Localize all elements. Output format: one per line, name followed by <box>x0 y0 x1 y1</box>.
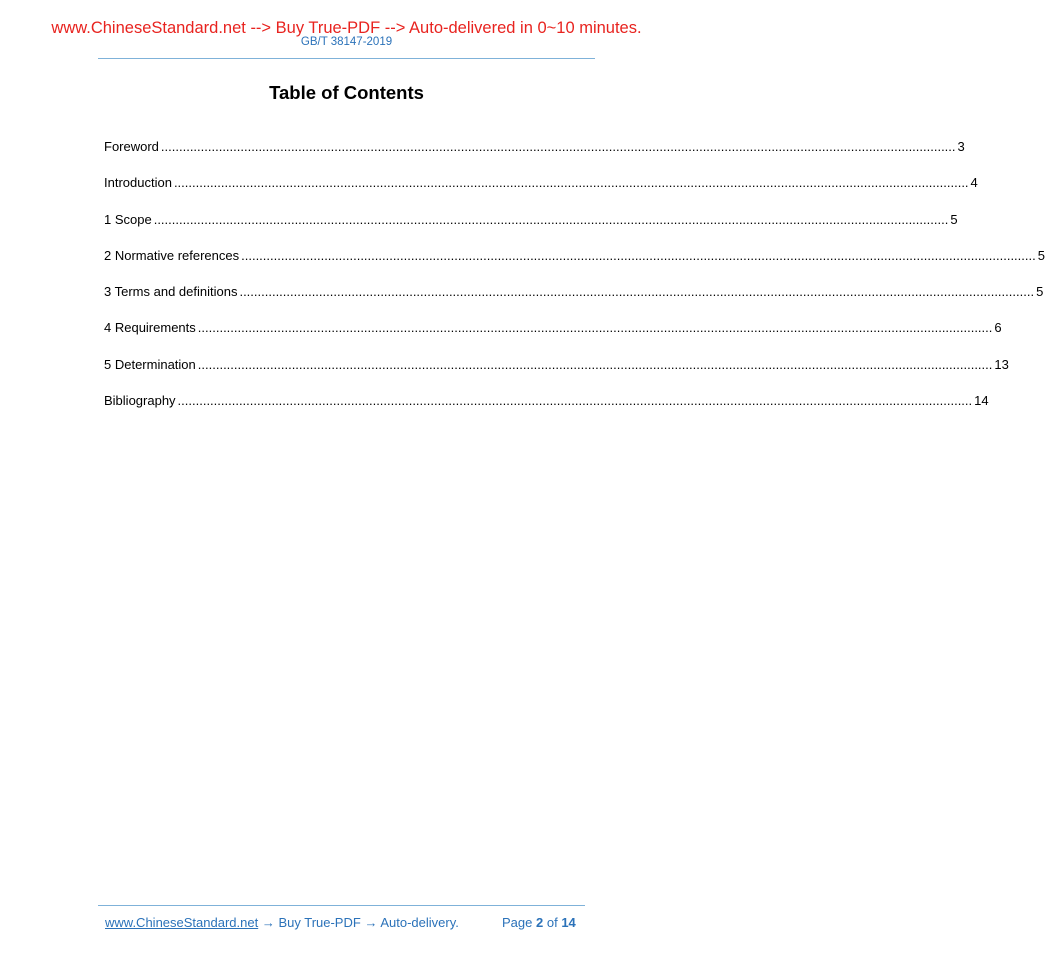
toc-entry-page: 4 <box>970 175 978 191</box>
toc-leader-dots: ............................................................................................................................................................................................................................ <box>153 211 949 227</box>
toc-entry[interactable] <box>104 210 958 246</box>
document-code: GB/T 38147-2019 <box>300 36 393 48</box>
arrow-right-icon: → <box>364 915 378 930</box>
promo-banner[interactable]: www.ChineseStandard.net --> Buy True-PDF --> Auto-delivered in 0~10 minutes. <box>51 19 642 37</box>
toc-entry-page: 13 <box>994 356 1009 372</box>
toc-entry-page: 5 <box>1037 247 1045 263</box>
footer-divider <box>98 905 585 906</box>
page-indicator <box>502 915 576 931</box>
header-divider <box>98 58 595 59</box>
footer-auto-text: Auto-delivery. <box>380 915 459 930</box>
toc-leader-dots: ............................................................................................................................................................................................................................ <box>197 320 993 336</box>
toc-entry-label: 4 Requirements <box>104 320 196 336</box>
toc-list <box>104 137 1045 427</box>
toc-entry-label: Bibliography <box>104 393 176 409</box>
toc-entry-page: 6 <box>994 320 1002 336</box>
footer-site-link[interactable]: www.ChineseStandard.net <box>105 915 259 930</box>
toc-entry-label: 5 Determination <box>104 356 196 372</box>
toc-entry-page: 5 <box>1036 284 1044 300</box>
page-word: Page <box>502 915 533 930</box>
toc-entry-label: 2 Normative references <box>104 247 240 263</box>
toc-entry[interactable] <box>104 246 1045 282</box>
toc-entry-page: 3 <box>957 139 965 154</box>
footer-buy-text: Buy True-PDF <box>278 915 361 930</box>
toc-entry[interactable] <box>104 391 989 427</box>
toc-entry-label: Foreword <box>104 139 159 154</box>
toc-leader-dots: ............................................................................................................................................................................................................................ <box>197 356 993 372</box>
page-total: 14 <box>561 915 576 930</box>
toc-leader-dots: ............................................................................................................................................................................................................................ <box>241 247 1036 263</box>
footer-promo <box>105 915 459 931</box>
toc-leader-dots: ............................................................................................................................................................................................................................ <box>160 139 956 154</box>
toc-title: Table of Contents <box>269 82 424 103</box>
toc-entry[interactable] <box>104 137 965 173</box>
toc-entry-page: 5 <box>950 211 958 227</box>
toc-entry-page: 14 <box>974 393 989 409</box>
toc-leader-dots: ............................................................................................................................................................................................................................ <box>239 284 1035 300</box>
toc-entry[interactable] <box>104 318 1002 354</box>
toc-entry-label: 1 Scope <box>104 211 152 227</box>
toc-entry-label: 3 Terms and definitions <box>104 284 238 300</box>
toc-leader-dots: ............................................................................................................................................................................................................................ <box>173 175 969 191</box>
page-current: 2 <box>536 915 544 930</box>
page-of: of <box>546 915 558 930</box>
toc-entry-label: Introduction <box>104 175 172 191</box>
toc-entry[interactable] <box>104 282 1044 318</box>
toc-entry[interactable] <box>104 173 978 209</box>
toc-entry[interactable] <box>104 355 1009 391</box>
arrow-right-icon: → <box>261 915 275 930</box>
toc-leader-dots: ............................................................................................................................................................................................................................ <box>177 393 973 409</box>
